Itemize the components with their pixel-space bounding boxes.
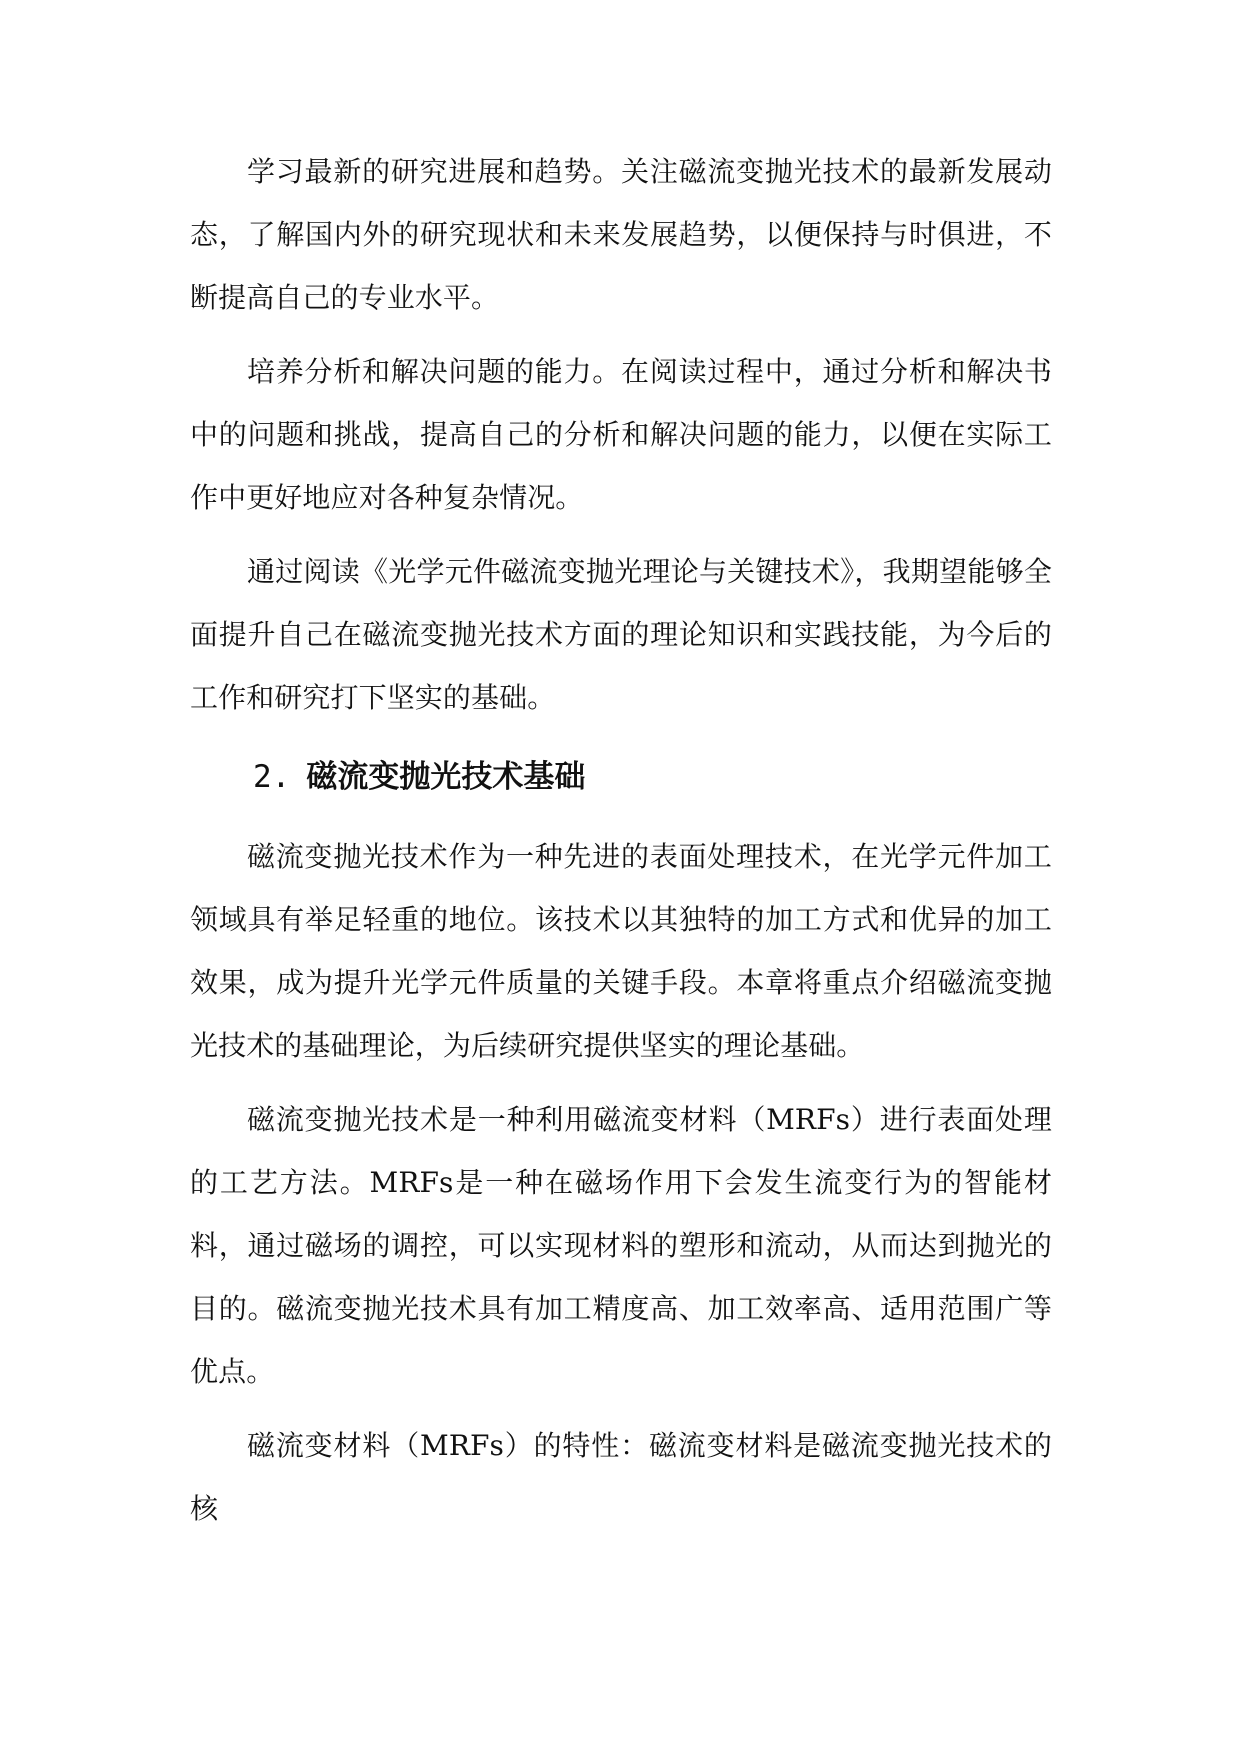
section-heading [190, 744, 1052, 810]
paragraph-analysis-ability: 培养分析和解决问题的能力。在阅读过程中，通过分析和解决书中的问题和挑战，提高自己的分析和解决问题的能力，以便在实际工作中更好地应对各种复杂情况。 [190, 355, 1052, 514]
section-title: 磁流变抛光技术基础 [306, 759, 586, 795]
paragraph-reading-expectation: 通过阅读《光学元件磁流变抛光理论与关键技术》，我期望能够全面提升自己在磁流变抛光技术方面的理论知识和实践技能，为今后的工作和研究打下坚实的基础。 [190, 555, 1052, 714]
paragraph-latest-research: 学习最新的研究进展和趋势。关注磁流变抛光技术的最新发展动态，了解国内外的研究现状和未来发展趋势，以便保持与时俱进，不断提高自己的专业水平。 [190, 155, 1052, 314]
section-number: 2. [253, 759, 291, 795]
paragraph-mrf-properties: 磁流变材料（MRFs）的特性：磁流变材料是磁流变抛光技术的核 [190, 1429, 1052, 1525]
paragraph-mrf-definition: 磁流变抛光技术是一种利用磁流变材料（MRFs）进行表面处理的工艺方法。MRFs是一种在磁场作用下会发生流变行为的智能材料，通过磁场的调控，可以实现材料的塑形和流动，从而达到抛光的目的。磁流变抛光技术具有加工精度高、加工效率高、适用范围广等优点。 [190, 1103, 1052, 1388]
document-body [190, 140, 1052, 1551]
paragraph-mrf-intro: 磁流变抛光技术作为一种先进的表面处理技术，在光学元件加工领域具有举足轻重的地位。该技术以其独特的加工方式和优异的加工效果，成为提升光学元件质量的关键手段。本章将重点介绍磁流变抛光技术的基础理论，为后续研究提供坚实的理论基础。 [190, 840, 1052, 1062]
